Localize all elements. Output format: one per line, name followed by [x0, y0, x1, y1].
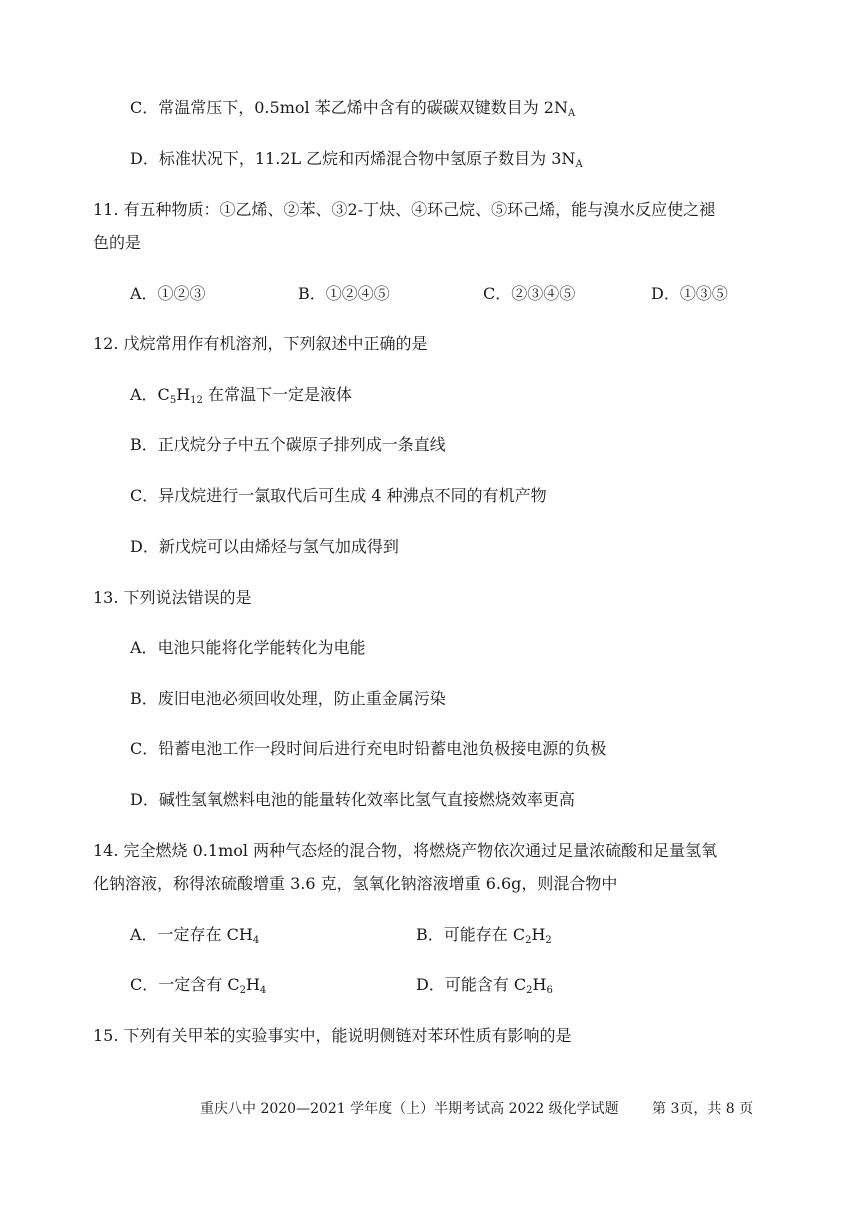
- q12-option-b: B．正戊烷分子中五个碳原子排列成一条直线: [130, 435, 446, 454]
- q11-option-a: A．①②③: [130, 284, 206, 303]
- q14-option-d: D．可能含有 $C_2H_6$: [416, 975, 553, 996]
- footer-exam-title: 重庆八中 2020—2021 学年度（上）半期考试高 2022 级化学试题: [200, 1101, 619, 1117]
- q12-option-d: D．新戊烷可以由烯烃与氢气加成得到: [130, 537, 399, 556]
- q15-stem: 15. 下列有关甲苯的实验事实中，能说明侧链对苯环性质有影响的是: [93, 1026, 572, 1045]
- q11-option-c: C．②③④⑤: [483, 284, 576, 303]
- q10-option-d: D．标准状况下，11.2L 乙烷和丙烯混合物中氢原子数目为 $3N_A$: [130, 149, 583, 170]
- q11-option-d: D．①③⑤: [651, 284, 728, 303]
- footer-page-info: 第 3页，共 8 页: [652, 1101, 754, 1117]
- q10-option-c: C．常温常压下，0.5mol 苯乙烯中含有的碳碳双键数目为 $2N_A$: [130, 98, 576, 119]
- q13-option-b: B．废旧电池必须回收处理，防止重金属污染: [130, 689, 446, 708]
- q12-option-a: A．$C_5H_{12}$ 在常温下一定是液体: [130, 385, 352, 406]
- q13-option-a: A．电池只能将化学能转化为电能: [130, 638, 366, 657]
- q14-stem-line1: 14. 完全燃烧 0.1mol 两种气态烃的混合物，将燃烧产物依次通过足量浓硫酸和足量氢氧: [93, 841, 718, 860]
- q12-stem: 12. 戊烷常用作有机溶剂，下列叙述中正确的是: [93, 334, 428, 353]
- q14-option-b: B．可能存在 $C_2H_2$: [416, 925, 552, 946]
- q12-option-c: C．异戊烷进行一氯取代后可生成 4 种沸点不同的有机产物: [130, 486, 547, 505]
- q14-option-a: A．一定存在 $CH_4$: [130, 925, 260, 946]
- q11-stem-line2: 色的是: [93, 233, 142, 252]
- q14-stem-line2: 化钠溶液，称得浓硫酸增重 3.6 克，氢氧化钠溶液增重 6.6g，则混合物中: [93, 874, 618, 893]
- q14-option-c: C．一定含有 $C_2H_4$: [130, 975, 267, 996]
- q13-option-c: C．铅蓄电池工作一段时间后进行充电时铅蓄电池负极接电源的负极: [130, 739, 607, 758]
- q13-stem: 13. 下列说法错误的是: [93, 588, 252, 607]
- q11-option-b: B．①②④⑤: [298, 284, 390, 303]
- q13-option-d: D．碱性氢氧燃料电池的能量转化效率比氢气直接燃烧效率更高: [130, 790, 575, 809]
- q11-stem-line1: 11. 有五种物质：①乙烯、②苯、③2-丁炔、④环己烷、⑤环己烯，能与溴水反应使之褪: [93, 200, 716, 219]
